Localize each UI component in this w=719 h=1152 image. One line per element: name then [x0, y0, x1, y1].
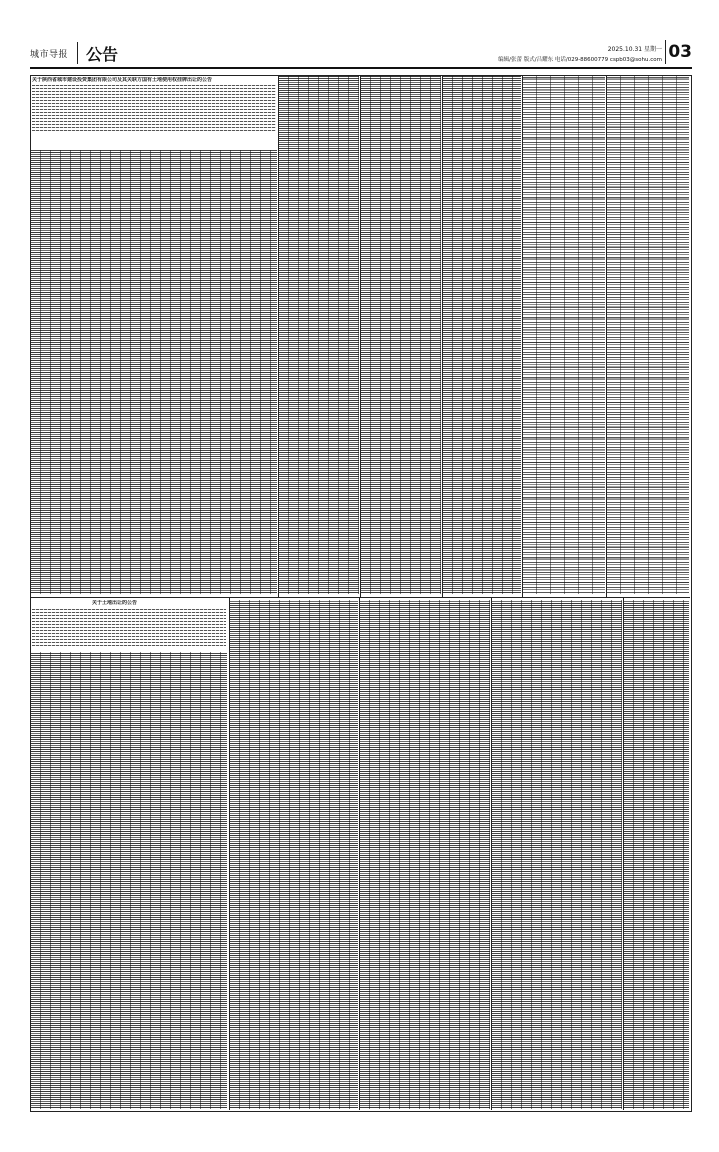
upper-notice-title-block	[32, 77, 276, 149]
editor-credits: 编辑/张蕾 版式/吕耀东 电话/029-88600779 cspb03@sohu.com	[498, 57, 662, 63]
lower-col-separator-1	[229, 598, 230, 1110]
lower-notice-title-block	[32, 600, 226, 650]
upper-col-separator-5	[606, 76, 607, 597]
lower-table-col5	[624, 600, 689, 1109]
upper-notice-title: 关于陕西省城市建设投资集团有限公司及其关联方国有土地使用权挂牌出让的公告	[32, 77, 213, 83]
lower-col-separator-2	[359, 598, 360, 1110]
lower-notice-title: 关于土地出让的公告	[92, 600, 138, 606]
upper-col-separator-4	[522, 76, 523, 597]
lower-table-left	[31, 652, 227, 1109]
lower-table-col3	[360, 600, 490, 1109]
lower-col-separator-4	[623, 598, 624, 1110]
upper-table-col4	[443, 76, 521, 594]
lower-table-col2	[230, 600, 358, 1109]
page-number: 03	[665, 40, 692, 64]
upper-col-separator-3	[442, 76, 443, 597]
issue-date: 2025.10.31 星期一	[607, 46, 662, 53]
upper-table-col5	[523, 76, 605, 594]
upper-col-separator-1	[278, 76, 279, 597]
lower-table-col4	[492, 600, 622, 1109]
upper-col-separator-2	[360, 76, 361, 597]
upper-table-col6	[607, 76, 689, 594]
upper-table-col3	[361, 76, 441, 594]
upper-table-col2	[279, 76, 359, 594]
header-divider	[77, 42, 78, 64]
newspaper-brand: 城市导报	[30, 50, 69, 60]
upper-table-left	[31, 150, 277, 594]
lower-notice-body-text	[32, 608, 226, 648]
section-divider	[30, 597, 690, 598]
header-rule	[30, 67, 692, 69]
section-title: 公告	[86, 45, 119, 64]
masthead	[30, 38, 692, 68]
lower-col-separator-3	[491, 598, 492, 1110]
upper-notice-body-text	[32, 85, 276, 133]
